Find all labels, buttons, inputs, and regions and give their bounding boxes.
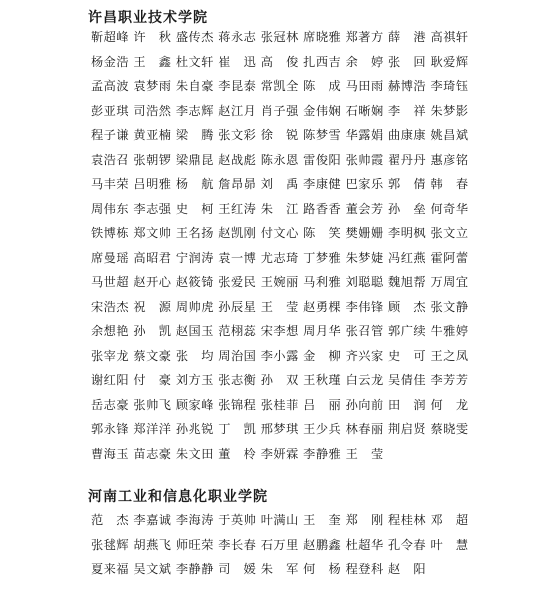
list-item: 铁博栋 郑文帅 王名扬 赵凯刚 付文心 陈 笑 樊姗姗 李明枫 张文立	[91, 226, 469, 240]
name-list-xuchang	[91, 25, 471, 466]
section-title-henan-industry: 河南工业和信息化职业学院	[88, 489, 268, 505]
list-item: 周伟东 李志强 史 柯 王红涛 朱 江 路香香 董会芳 孙 垒 何奇华	[91, 201, 469, 216]
list-item: 马丰荣 吕明雅 杨 航 詹昂昴 刘 禹 李康健 巴家乐 郭 倩 韩 春	[91, 177, 469, 191]
list-item: 范 杰 李嘉诚 李海涛 于英帅 叶满山 王 奎 郑 刚 程桂林 邓 超	[91, 513, 469, 527]
list-item: 夏来福 吴文斌 李静静 司 媛 朱 军 何 杨 程登科 赵 阳	[91, 562, 427, 576]
list-item: 岳志豪 张帅飞 顾家峰 张锦程 张桂菲 吕 丽 孙向前 田 润 何 龙	[91, 397, 469, 412]
list-item: 程子谦 黄亚楠 梁 腾 张文彩 徐 锐 陈梦雪 华露娟 曲康康 姚昌斌	[91, 128, 469, 142]
list-item: 宋浩杰 祝 源 周帅虎 孙辰星 王 莹 赵勇棵 李伟锋 顾 杰 张文静	[91, 299, 469, 314]
list-item: 马世超 赵开心 赵筱锜 张爱民 王婉丽 马利雅 刘聪聪 魏旭帮 万周宜	[91, 275, 469, 289]
name-list-henan-industry	[91, 508, 471, 582]
list-item: 曹海玉 苗志豪 朱文田 董 柃 李妍霖 李静雅 王 莹	[91, 446, 384, 461]
section-title-xuchang: 许昌职业技术学院	[88, 10, 208, 26]
list-item: 张宰龙 蔡文豪 张 均 周治国 李小露 金 柳 齐兴家 史 可 王之凤	[91, 348, 469, 363]
list-item: 孟高波 袁梦雨 朱自豪 李昆泰 常凯全 陈 成 马田雨 赫博浩 李琦钰	[91, 79, 469, 93]
list-item: 郭永锋 郑洋洋 孙兆锐 丁 凯 邢梦琪 王少兵 林春丽 荆启贤 蔡晓雯	[91, 422, 469, 436]
list-item: 彭亚琪 司浩然 李志辉 赵江月 肖子强 金伟娴 石晰娴 李 祥 朱梦影	[91, 103, 469, 118]
list-item: 张毬辉 胡燕飞 师旺荣 李长春 石万里 赵鹏鑫 杜超华 孔令春 叶 慧	[91, 537, 469, 552]
list-item: 杨金浩 王 鑫 杜文轩 崔 迅 高 俊 扎西吉 余 婷 张 回 耿爱辉	[91, 54, 469, 69]
list-item: 袁浩召 张朝锣 梁鼎昆 赵战彪 陈永恩 雷俊阳 张帅霞 翟丹丹 惠彦铭	[91, 152, 469, 167]
list-item: 靳超峰 许 秋 盛传杰 蒋永志 张冠林 席晓雅 郑著方 薛 港 高祺轩	[91, 30, 469, 44]
list-item: 席曼瑶 高昭君 宁润涛 袁一博 尤志琦 丁梦雅 朱梦婕 冯红燕 霍阿蕾	[91, 250, 469, 265]
list-item: 谢红阳 付 豪 刘方玉 张志衡 孙 双 王秋瑾 白云龙 吴倩佳 李芳芳	[91, 373, 469, 387]
list-item: 余想艳 孙 凯 赵国玉 范栩蕊 宋李想 周月华 张召管 郭广续 牛雅婷	[91, 324, 469, 338]
